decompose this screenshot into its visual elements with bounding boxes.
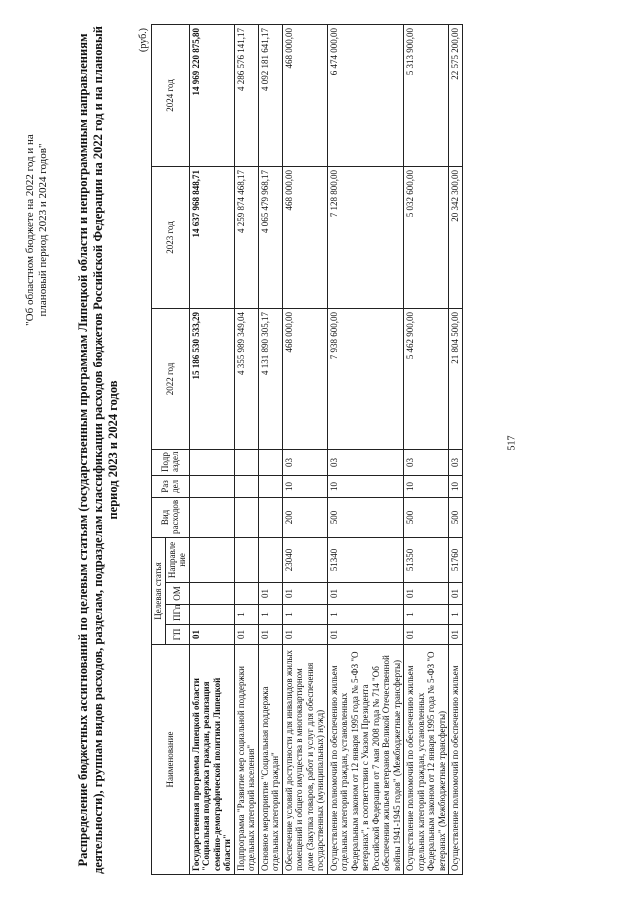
col-podrazdel-header: Подр аздел: [152, 449, 190, 475]
table-row: [234, 24, 258, 874]
row-razdel: [189, 475, 234, 497]
row-podrazdel: 03: [327, 449, 404, 475]
row-razdel: 10: [404, 475, 449, 497]
row-name: Осуществление полномочий по обеспечению жильем отдельных категорий граждан, установленных Федеральным законом от 12 января 1995 года № 5-ФЗ "О ветеранах" (Межбюджетные трансферты): [404, 645, 449, 875]
table-row: [282, 24, 327, 874]
row-name: Обеспечение условий доступности для инвалидов жилых помещений и общего имущества в многоквартирном доме (Закупка товаров, работ и услуг для обеспечения государственных (муниципальных) нужд): [282, 645, 327, 875]
row-2022: 5 462 900,00: [404, 308, 449, 449]
row-2023: 4 259 874 468,17: [234, 166, 258, 308]
row-podrazdel: [189, 449, 234, 475]
row-gp: 01: [327, 625, 404, 645]
row-2023: 20 342 300,00: [449, 166, 463, 308]
row-2024: 14 969 220 875,80: [189, 24, 234, 166]
row-2024: 5 313 900,00: [404, 24, 449, 166]
row-podrazdel: 03: [282, 449, 327, 475]
document-title: Распределение бюджетных ассигнований по целевым статьям (государственным программам Липецкой области и непрограммным направлениям деятельности), группам видов расходов, разделам, подразделам классификации расходов бюджетов Российской Федерации на 2022 год и на плановый период 2023 и 2024 годов: [76, 26, 120, 874]
row-pgp: 1: [404, 605, 449, 625]
row-name: Основное мероприятие "Социальная поддержка отдельных категорий граждан": [258, 645, 282, 875]
col-2022-header: 2022 год: [152, 308, 190, 449]
row-gp: 01: [234, 625, 258, 645]
unit-label: (руб.): [138, 28, 149, 52]
row-name: Подпрограмма "Развитие мер социальной поддержки отдельных категорий населения": [234, 645, 258, 875]
row-pgp: 1: [327, 605, 404, 625]
page-number: 517: [506, 435, 518, 451]
row-om: 01: [327, 583, 404, 605]
row-gp: 01: [282, 625, 327, 645]
row-pgp: 1: [258, 605, 282, 625]
row-razdel: [234, 475, 258, 497]
row-vid: [234, 497, 258, 537]
col-razdel-header: Раз дел: [152, 475, 190, 497]
row-pgp: 1: [282, 605, 327, 625]
row-om: [189, 583, 234, 605]
row-om: 01: [258, 583, 282, 605]
row-2023: 5 032 600,00: [404, 166, 449, 308]
col-gp-header: ГП: [165, 625, 189, 645]
row-vid: 500: [404, 497, 449, 537]
col-direction-header: Направле ние: [165, 537, 189, 582]
budget-table: [151, 24, 463, 875]
row-vid: [258, 497, 282, 537]
row-gp: 01: [404, 625, 449, 645]
row-2022: 21 804 500,00: [449, 308, 463, 449]
document-header: [24, 50, 50, 410]
row-2022: 4 131 890 305,17: [258, 308, 282, 449]
row-gp: 01: [449, 625, 463, 645]
row-2024: 6 474 000,00: [327, 24, 404, 166]
row-2024: 4 092 181 641,17: [258, 24, 282, 166]
row-direction: [189, 537, 234, 582]
row-2023: 468 000,00: [282, 166, 327, 308]
row-vid: 500: [449, 497, 463, 537]
table-row: [449, 24, 463, 874]
row-2023: 14 637 968 848,71: [189, 166, 234, 308]
row-razdel: 10: [327, 475, 404, 497]
col-2023-header: 2023 год: [152, 166, 190, 308]
col-vid-header: Вид расходов: [152, 497, 190, 537]
col-om-header: ОМ: [165, 583, 189, 605]
row-name: Осуществление полномочий по обеспечению жильем: [449, 645, 463, 875]
row-om: [234, 583, 258, 605]
row-2024: 468 000,00: [282, 24, 327, 166]
row-podrazdel: 03: [404, 449, 449, 475]
row-2022: 4 355 989 349,04: [234, 308, 258, 449]
row-gp: 01: [189, 625, 234, 645]
row-razdel: 10: [282, 475, 327, 497]
table-row: [258, 24, 282, 874]
row-direction: [258, 537, 282, 582]
row-vid: 500: [327, 497, 404, 537]
row-pgp: [189, 605, 234, 625]
header-line-1: "Об областном бюджете на 2022 год и на: [24, 134, 36, 326]
row-direction: 51760: [449, 537, 463, 582]
col-2024-header: 2024 год: [152, 24, 190, 166]
row-om: 01: [282, 583, 327, 605]
table-row: [404, 24, 449, 874]
row-2024: 4 286 576 141,17: [234, 24, 258, 166]
row-pgp: 1: [449, 605, 463, 625]
row-podrazdel: 03: [449, 449, 463, 475]
row-name: Осуществление полномочий по обеспечению жильем отдельных категорий граждан, установленных Федеральным законом от 12 января 1995 года № 5-ФЗ "О ветеранах", в соответствии с Указом Президента Российской Федерации от 7 мая 2008 года № 714 "Об обеспечении жильем ветеранов Великой Отечественной войны 1941-1945 годов" (Межбюджетные трансферты): [327, 645, 404, 875]
row-2022: 7 938 600,00: [327, 308, 404, 449]
row-om: 01: [449, 583, 463, 605]
col-pgp-header: ПГп: [165, 605, 189, 625]
row-direction: [234, 537, 258, 582]
row-om: 01: [404, 583, 449, 605]
row-2022: 468 000,00: [282, 308, 327, 449]
row-pgp: 1: [234, 605, 258, 625]
row-direction: 23040: [282, 537, 327, 582]
row-2024: 22 575 200,00: [449, 24, 463, 166]
row-razdel: [258, 475, 282, 497]
row-vid: 200: [282, 497, 327, 537]
row-razdel: 10: [449, 475, 463, 497]
col-target-group-header: Целевая статья: [152, 537, 166, 644]
row-podrazdel: [234, 449, 258, 475]
header-line-2: плановый период 2023 и 2024 годов": [37, 143, 49, 317]
row-gp: 01: [258, 625, 282, 645]
row-2022: 15 186 530 533,29: [189, 308, 234, 449]
row-2023: 7 128 800,00: [327, 166, 404, 308]
rotated-page-content: [18, 20, 628, 880]
row-name: Государственная программа Липецкой области "Социальная поддержка граждан, реализация семейно-демографической политики Липецкой области": [189, 645, 234, 875]
row-podrazdel: [258, 449, 282, 475]
row-direction: 51340: [327, 537, 404, 582]
table-row: [327, 24, 404, 874]
table-row: [189, 24, 234, 874]
col-name-header: Наименование: [152, 645, 190, 875]
row-vid: [189, 497, 234, 537]
row-direction: 51350: [404, 537, 449, 582]
row-2023: 4 065 479 968,17: [258, 166, 282, 308]
